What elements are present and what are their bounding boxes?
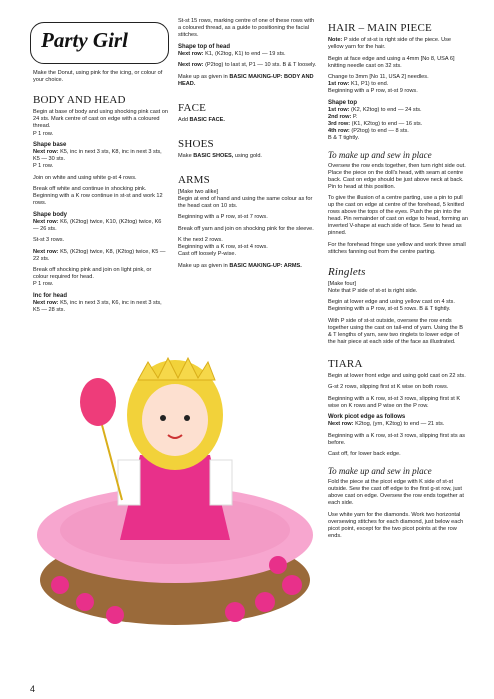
body-para-1: Begin at base of body and using shocking pink cast on 24 sts. Mark centre of cast on edge with a coloured thread. bbox=[33, 109, 168, 129]
heading-make-up-hair: To make up and sew in place bbox=[328, 149, 432, 160]
shape-body-instr: K6, (K2tog) twice, K10, (K2tog) twice, K6 — 26 sts. bbox=[33, 218, 162, 232]
heading-arms: ARMS bbox=[178, 173, 210, 186]
next-row-2-label: Next row: bbox=[33, 248, 59, 255]
arms-p4: K the next 2 rows. bbox=[178, 237, 223, 243]
next-row-label: Next row: bbox=[178, 62, 204, 68]
st1-label: 1st row: bbox=[328, 106, 350, 113]
arms-make-up bbox=[178, 263, 318, 270]
rose bbox=[282, 575, 302, 595]
shoes-tail: using gold. bbox=[234, 152, 262, 159]
heading-make-up-tiara: To make up and sew in place bbox=[328, 466, 432, 476]
arms-p1: Begin at end of hand and using the same colour as for the head cast on 10 sts. bbox=[178, 195, 313, 209]
arms-para-4 bbox=[178, 237, 318, 258]
column-2 bbox=[178, 18, 318, 274]
st4-label: 4th row: bbox=[328, 127, 350, 134]
heading-shoes: SHOES bbox=[178, 137, 214, 150]
rose bbox=[225, 602, 245, 622]
inc-head-instr: K5, inc in next 3 sts, K6, inc in next 3 sts, K5 — 28 sts. bbox=[33, 299, 162, 313]
picot-text bbox=[328, 421, 468, 428]
break-white: Break off white and continue in shocking pink. Beginning with a K row continue in st-st and work 12 rows. bbox=[33, 186, 163, 206]
shape-top-instr: K1, (K2tog, K1) to end — 19 sts. bbox=[205, 50, 286, 57]
hair-first-label: 1st row: bbox=[328, 81, 350, 87]
column-3 bbox=[328, 22, 468, 544]
shape-body-label: Shape body bbox=[33, 211, 68, 218]
hair-p1: Begin at face edge and using a 4mm [No 8, USA 6] knitting needle cast on 32 sts. bbox=[328, 55, 455, 69]
st4-text: (P2tog) to end — 8 sts. bbox=[351, 127, 409, 134]
rose bbox=[269, 556, 287, 574]
body-para-1b: P 1 row. bbox=[33, 130, 54, 137]
inc-head-label: Inc for head bbox=[33, 292, 68, 299]
doll-photo bbox=[30, 340, 320, 650]
rose bbox=[76, 593, 94, 611]
break-pink-text: Break off shocking pink and join on light pink, or colour required for head. bbox=[33, 267, 152, 280]
bt-text: B & T tightly. bbox=[328, 134, 360, 141]
mu-p2: To give the illusion of a centre parting, use a pin to pull up the cast on edge at centre of the forehead, 5 knitted rows above the tops of the eyes. Push the pin into the head. Pin remainder of cast on edge to head, forming an inverted V-shape at each side of face. Sew to head as pinned. bbox=[328, 195, 468, 236]
picot-next: Next row: bbox=[328, 421, 354, 427]
title-box bbox=[30, 22, 169, 64]
doll-face bbox=[142, 384, 208, 456]
arms-p5: Beginning with a K row, st-st 4 rows. bbox=[178, 244, 268, 250]
ringlets-p2: With P side of st-st outside, oversew the row ends together using the cast on tail-end of yarn. Using the B & T lengths of yarn, sew two ringlets to lower edge of the hair piece at each side of the face as illustrated. bbox=[328, 317, 463, 345]
hair-shape-rows bbox=[328, 107, 468, 142]
join-white: Join on white and using white g-st 4 rows. bbox=[33, 174, 137, 181]
heading-ringlets: Ringlets bbox=[328, 265, 366, 278]
picot-instr: K2tog, (yrn, K2tog) to end — 21 sts. bbox=[355, 421, 445, 427]
hair-first-text: K1, P1) to end. bbox=[351, 81, 389, 87]
heading-body-and-head: BODY AND HEAD bbox=[33, 94, 126, 106]
tiara-p1: Begin at lower front edge and using gold cast on 22 sts. bbox=[328, 372, 466, 379]
break-pink bbox=[33, 267, 168, 288]
tiara-p2: G-st 2 rows, slipping first st K wise on both rows. bbox=[328, 384, 449, 390]
st1-text: (K2, K2tog) to end — 24 sts. bbox=[351, 106, 422, 113]
heading-hair: HAIR – MAIN PIECE bbox=[328, 22, 432, 34]
page-title: Party Girl bbox=[41, 28, 128, 52]
column-1 bbox=[33, 70, 168, 318]
arms-para-2: Beginning with a P row, st-st 7 rows. bbox=[178, 214, 268, 220]
arms-make: [Make two alike] bbox=[178, 188, 219, 195]
st3-text: (K1, K2tog) to end — 16 sts. bbox=[351, 120, 423, 127]
make-up-bold: BASIC MAKING-UP: BODY AND HEAD. bbox=[178, 73, 314, 87]
inc-head-text bbox=[33, 300, 168, 314]
shape-base-instr: K5, inc in next 3 sts, K8, inc in next 3 sts, K5 — 30 sts. bbox=[33, 149, 162, 162]
doll-eye-right bbox=[184, 415, 190, 421]
shoes-bold: BASIC SHOES, bbox=[193, 152, 234, 159]
hair-note-text: P side of st-st is right side of the piece. Use yellow yarn for the hair. bbox=[328, 37, 452, 50]
next-row-2-instr: K5, (K2tog) twice, K8, (K2tog) twice, K5 — 22 sts. bbox=[33, 248, 166, 262]
doll-eye-left bbox=[160, 415, 166, 421]
doll-sleeve-right bbox=[210, 460, 232, 505]
shape-body-next: Next row: bbox=[33, 218, 59, 225]
page-number: 4 bbox=[30, 684, 36, 694]
rose bbox=[106, 606, 124, 624]
tiara-mu-p1: Fold the piece at the picot edge with K side of st-st outside. Sew the cast off edge to the first g-st row, just above cast on edge. Oversew the row ends together at each side. bbox=[328, 479, 464, 506]
rose bbox=[255, 592, 275, 612]
ringlets-intro bbox=[328, 281, 468, 295]
next-row-instr: (P2tog) to last st, P1 — 10 sts. B & T loosely. bbox=[205, 62, 317, 68]
next-row-p2tog bbox=[178, 62, 318, 69]
shape-base-p: P 1 row. bbox=[33, 163, 54, 169]
arms-make-up-bold: BASIC MAKING-UP: ARMS. bbox=[229, 262, 302, 269]
st-st-3: St-st 3 rows. bbox=[33, 237, 65, 243]
shape-base-text bbox=[33, 149, 168, 170]
hair-note-label: Note: bbox=[328, 37, 343, 43]
ringlets-note: Note that P side of st-st is right side. bbox=[328, 287, 418, 294]
arms-para-1 bbox=[178, 189, 318, 210]
intro-text: Make the Donut, using pink for the icing, or colour of your choice. bbox=[33, 70, 163, 83]
arms-para-3: Break off yarn and join on shocking pink for the sleeve. bbox=[178, 225, 314, 232]
heading-tiara: TIARA bbox=[328, 357, 363, 370]
shape-body-text bbox=[33, 219, 168, 233]
shoes-para bbox=[178, 153, 318, 160]
shape-base-label: Shape base bbox=[33, 142, 67, 148]
ringlets-make: [Make four] bbox=[328, 280, 356, 287]
st2-text: P. bbox=[352, 113, 358, 120]
hair-p2-text: Change to 3mm [No 11, USA 2] needles. bbox=[328, 74, 429, 80]
make-up-body bbox=[178, 74, 318, 88]
inc-head-next: Next row: bbox=[33, 299, 59, 306]
face-bold: BASIC FACE. bbox=[189, 116, 225, 123]
balloon bbox=[80, 378, 116, 426]
st3-label: 3rd row: bbox=[328, 120, 351, 127]
next-row-2 bbox=[33, 249, 168, 263]
tiara-mu-p2: Use white yarn for the diamonds. Work two horizontal oversewing stitches for each diamond, just below each picot point, except for the two picot points at the row ends. bbox=[328, 511, 464, 539]
tiara-p5: Cast off, for lower back edge. bbox=[328, 451, 401, 457]
st-st-15: St-st 15 rows, marking centre of one of these rows with a coloured thread, as a guide to positioning the facial stitches. bbox=[178, 18, 315, 38]
arms-make-up-text: Make up as given in bbox=[178, 262, 228, 269]
make-up-text: Make up as given in bbox=[178, 73, 228, 80]
tiara-p4: Beginning with a K row, st-st 3 rows, slipping first sts as before. bbox=[328, 432, 466, 446]
shape-top-text bbox=[178, 51, 318, 58]
st2-label: 2nd row: bbox=[328, 113, 352, 120]
heading-face: FACE bbox=[178, 101, 207, 114]
face-text: Add bbox=[178, 116, 188, 123]
shape-top-next: Next row: bbox=[178, 50, 204, 57]
arms-p6: Cast off loosely P-wise. bbox=[178, 251, 237, 257]
mu-p1: Oversew the row ends together, then turn right side out. Place the piece on the doll's head, with seam at centre back. Cast on edge should be just above neck at back. Pin to head at this position. bbox=[328, 162, 466, 190]
picot-label: Work picot edge as follows bbox=[328, 414, 406, 420]
ringlets-p1: Begin at lower edge and using yellow cast on 4 sts. Beginning with a P row, st-st 5 rows. B & T tightly. bbox=[328, 299, 455, 312]
shoes-text: Make bbox=[178, 152, 192, 159]
mu-p3: For the forehead fringe use yellow and work three small stitches fanning out from the centre parting. bbox=[328, 241, 466, 255]
hair-note bbox=[328, 37, 468, 51]
hair-p2 bbox=[328, 74, 468, 95]
shape-top-head-label: Shape top of head bbox=[178, 43, 231, 50]
face-para bbox=[178, 117, 318, 124]
p1-row-2: P 1 row. bbox=[33, 281, 54, 287]
hair-shape-top-label: Shape top bbox=[328, 99, 358, 106]
tiara-p3: Beginning with a K row, st-st 3 rows, slipping first st K wise on K rows and P wise on the P row. bbox=[328, 395, 461, 409]
shape-base-next: Next row: bbox=[33, 149, 59, 155]
hair-p3: Beginning with a P row, st-st 9 rows. bbox=[328, 88, 418, 94]
rose bbox=[51, 576, 69, 594]
